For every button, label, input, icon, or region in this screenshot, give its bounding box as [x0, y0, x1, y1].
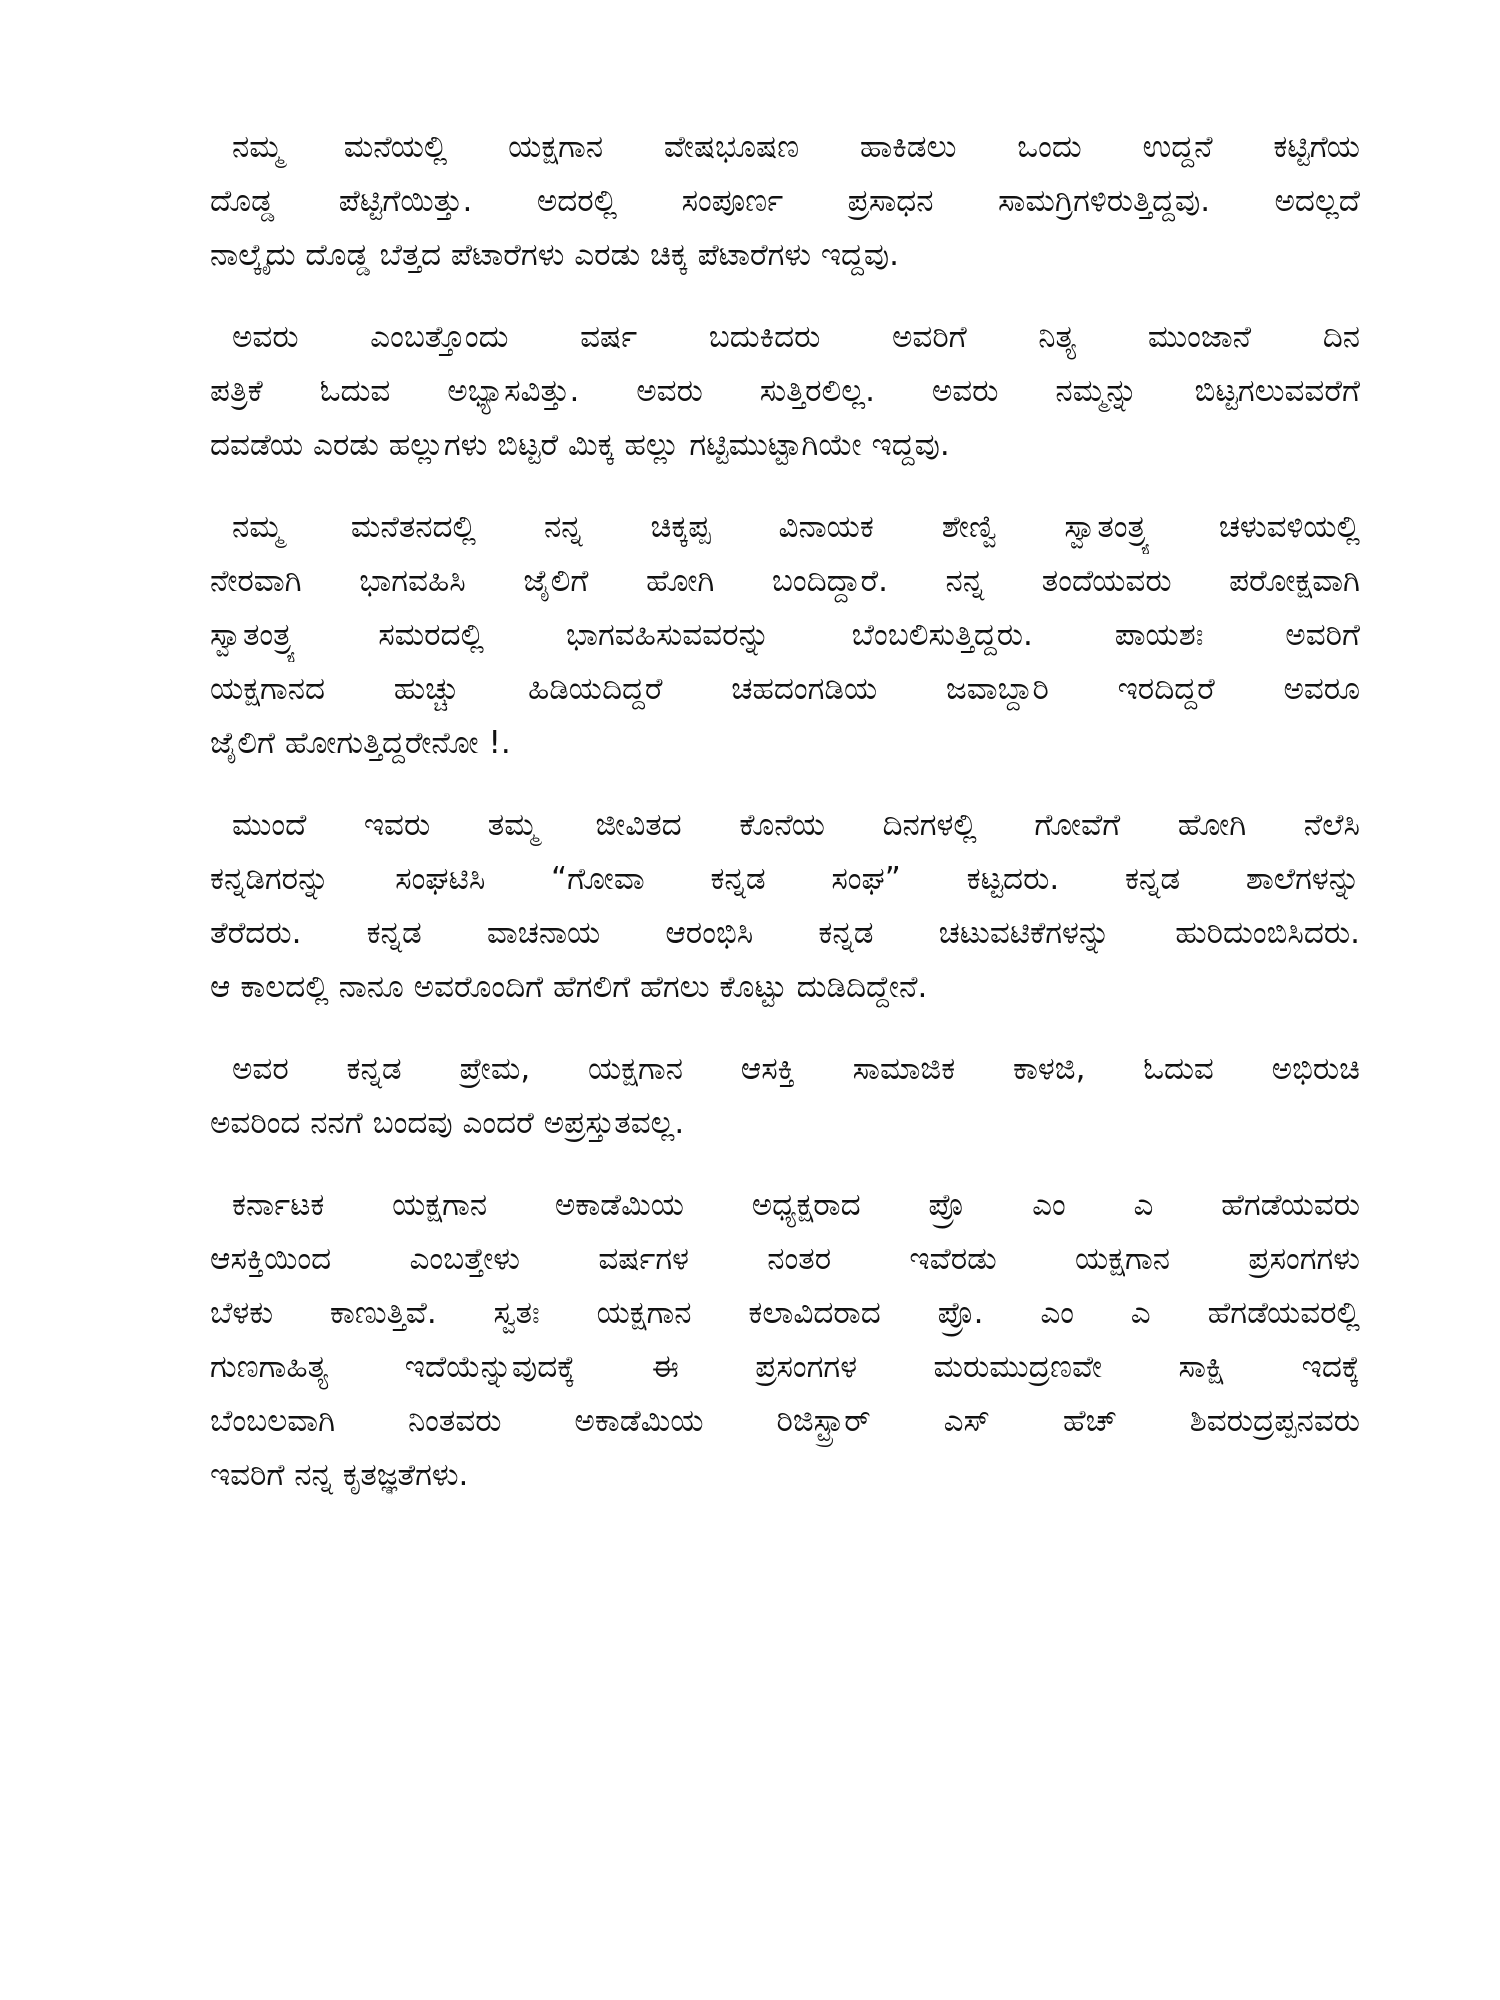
text-line: ನೇರವಾಗಿ ಭಾಗವಹಿಸಿ ಜೈಲಿಗೆ ಹೋಗಿ ಬಂದಿದ್ದಾರೆ. ನನ್ನ ತಂದೆಯವರು ಪರೋಕ್ಷವಾಗಿ: [210, 563, 1360, 599]
text-line: ಪತ್ರಿಕೆ ಓದುವ ಅಭ್ಯಾಸವಿತ್ತು. ಅವರು ಸುತ್ತಿರಲಿಲ್ಲ. ಅವರು ನಮ್ಮನ್ನು ಬಿಟ್ಟಗಲುವವರೆಗೆ: [210, 373, 1360, 409]
text-line: ಅವರಿಂದ ನನಗೆ ಬಂದವು ಎಂದರೆ ಅಪ್ರಸ್ತುತವಲ್ಲ.: [210, 1105, 685, 1141]
text-line: ಅವರು ಎಂಬತ್ತೊಂದು ವರ್ಷ ಬದುಕಿದರು ಅವರಿಗೆ ನಿತ್ಯ ಮುಂಜಾನೆ ದಿನ: [232, 319, 1360, 355]
text-line: ನಮ್ಮ ಮನೆತನದಲ್ಲಿ ನನ್ನ ಚಿಕ್ಕಪ್ಪ ವಿನಾಯಕ ಶೇಣ್ವಿ ಸ್ವಾತಂತ್ರ್ಯ ಚಳುವಳಿಯಲ್ಲಿ: [232, 509, 1360, 545]
text-line: ಕನ್ನಡಿಗರನ್ನು ಸಂಘಟಿಸಿ “ಗೋವಾ ಕನ್ನಡ ಸಂಘ” ಕಟ್ಟದರು. ಕನ್ನಡ ಶಾಲೆಗಳನ್ನು: [210, 861, 1360, 897]
paragraph-6: [210, 1178, 1360, 1502]
paragraph-2: [210, 310, 1360, 472]
paragraph-4: [210, 798, 1360, 1014]
text-line: ಬೆಂಬಲವಾಗಿ ನಿಂತವರು ಅಕಾಡೆಮಿಯ ರಿಜಿಸ್ಟ್ರಾರ್ ಎಸ್ ಹೆಚ್ ಶಿವರುದ್ರಪ್ಪನವರು: [210, 1403, 1360, 1439]
text-line: ಮುಂದೆ ಇವರು ತಮ್ಮ ಜೀವಿತದ ಕೊನೆಯ ದಿನಗಳಲ್ಲಿ ಗೋವೆಗೆ ಹೋಗಿ ನೆಲೆಸಿ: [232, 807, 1360, 843]
text-line: ದೊಡ್ಡ ಪೆಟ್ಟಿಗೆಯಿತ್ತು. ಅದರಲ್ಲಿ ಸಂಪೂರ್ಣ ಪ್ರಸಾಧನ ಸಾಮಗ್ರಿಗಳಿರುತ್ತಿದ್ದವು. ಅದಲ್ಲದೆ: [210, 183, 1360, 219]
text-line: ಆಸಕ್ತಿಯಿಂದ ಎಂಬತ್ತೇಳು ವರ್ಷಗಳ ನಂತರ ಇವೆರಡು ಯಕ್ಷಗಾನ ಪ್ರಸಂಗಗಳು: [210, 1241, 1360, 1277]
text-line: ತೆರೆದರು. ಕನ್ನಡ ವಾಚನಾಯ ಆರಂಭಿಸಿ ಕನ್ನಡ ಚಟುವಟಿಕೆಗಳನ್ನು ಹುರಿದುಂಬಿಸಿದರು.: [210, 915, 1360, 951]
text-line: ಬೆಳಕು ಕಾಣುತ್ತಿವೆ. ಸ್ವತಃ ಯಕ್ಷಗಾನ ಕಲಾವಿದರಾದ ಪ್ರೊ. ಎಂ ಎ ಹೆಗಡೆಯವರಲ್ಲಿ: [210, 1295, 1360, 1331]
text-line: ಗುಣಗಾಹಿತ್ಯ ಇದೆಯೆನ್ನುವುದಕ್ಕೆ ಈ ಪ್ರಸಂಗಗಳ ಮರುಮುದ್ರಣವೇ ಸಾಕ್ಷಿ ಇದಕ್ಕೆ: [210, 1349, 1360, 1385]
paragraph-3: [210, 500, 1360, 770]
text-line: ಅವರ ಕನ್ನಡ ಪ್ರೇಮ, ಯಕ್ಷಗಾನ ಆಸಕ್ತಿ ಸಾಮಾಜಿಕ ಕಾಳಜಿ, ಓದುವ ಅಭಿರುಚಿ: [232, 1051, 1360, 1087]
text-line: ನಾಲ್ಕೈದು ದೊಡ್ಡ ಬೆತ್ತದ ಪೆಟಾರೆಗಳು ಎರಡು ಚಿಕ್ಕ ಪೆಟಾರೆಗಳು ಇದ್ದವು.: [210, 237, 900, 273]
text-line: ಯಕ್ಷಗಾನದ ಹುಚ್ಚು ಹಿಡಿಯದಿದ್ದರೆ ಚಹದಂಗಡಿಯ ಜವಾಬ್ದಾರಿ ಇರದಿದ್ದರೆ ಅವರೂ: [210, 671, 1360, 707]
paragraph-1: [210, 120, 1360, 282]
text-line: ನಮ್ಮ ಮನೆಯಲ್ಲಿ ಯಕ್ಷಗಾನ ವೇಷಭೂಷಣ ಹಾಕಿಡಲು ಒಂದು ಉದ್ದನೆ ಕಟ್ಟಿಗೆಯ: [232, 129, 1360, 165]
text-line: ಇವರಿಗೆ ನನ್ನ ಕೃತಜ್ಞತೆಗಳು.: [210, 1457, 469, 1493]
text-line: ಕರ್ನಾಟಕ ಯಕ್ಷಗಾನ ಅಕಾಡೆಮಿಯ ಅಧ್ಯಕ್ಷರಾದ ಪ್ರೊ ಎಂ ಎ ಹೆಗಡೆಯವರು: [232, 1187, 1360, 1223]
text-line: ದವಡೆಯ ಎರಡು ಹಲ್ಲುಗಳು ಬಿಟ್ಟರೆ ಮಿಕ್ಕ ಹಲ್ಲು ಗಟ್ಟಿಮುಟ್ಟಾಗಿಯೇ ಇದ್ದವು.: [210, 427, 950, 463]
paragraph-5: [210, 1042, 1360, 1150]
text-line: ಸ್ವಾತಂತ್ರ್ಯ ಸಮರದಲ್ಲಿ ಭಾಗವಹಿಸುವವರನ್ನು ಬೆಂಬಲಿಸುತ್ತಿದ್ದರು. ಪಾಯಶಃ ಅವರಿಗೆ: [210, 617, 1360, 653]
text-line: ಜೈಲಿಗೆ ಹೋಗುತ್ತಿದ್ದರೇನೋ !.: [210, 725, 511, 761]
text-line: ಆ ಕಾಲದಲ್ಲಿ ನಾನೂ ಅವರೊಂದಿಗೆ ಹೆಗಲಿಗೆ ಹೆಗಲು ಕೊಟ್ಟು ದುಡಿದಿದ್ದೇನೆ.: [210, 969, 928, 1005]
body-text: [210, 120, 1360, 1530]
